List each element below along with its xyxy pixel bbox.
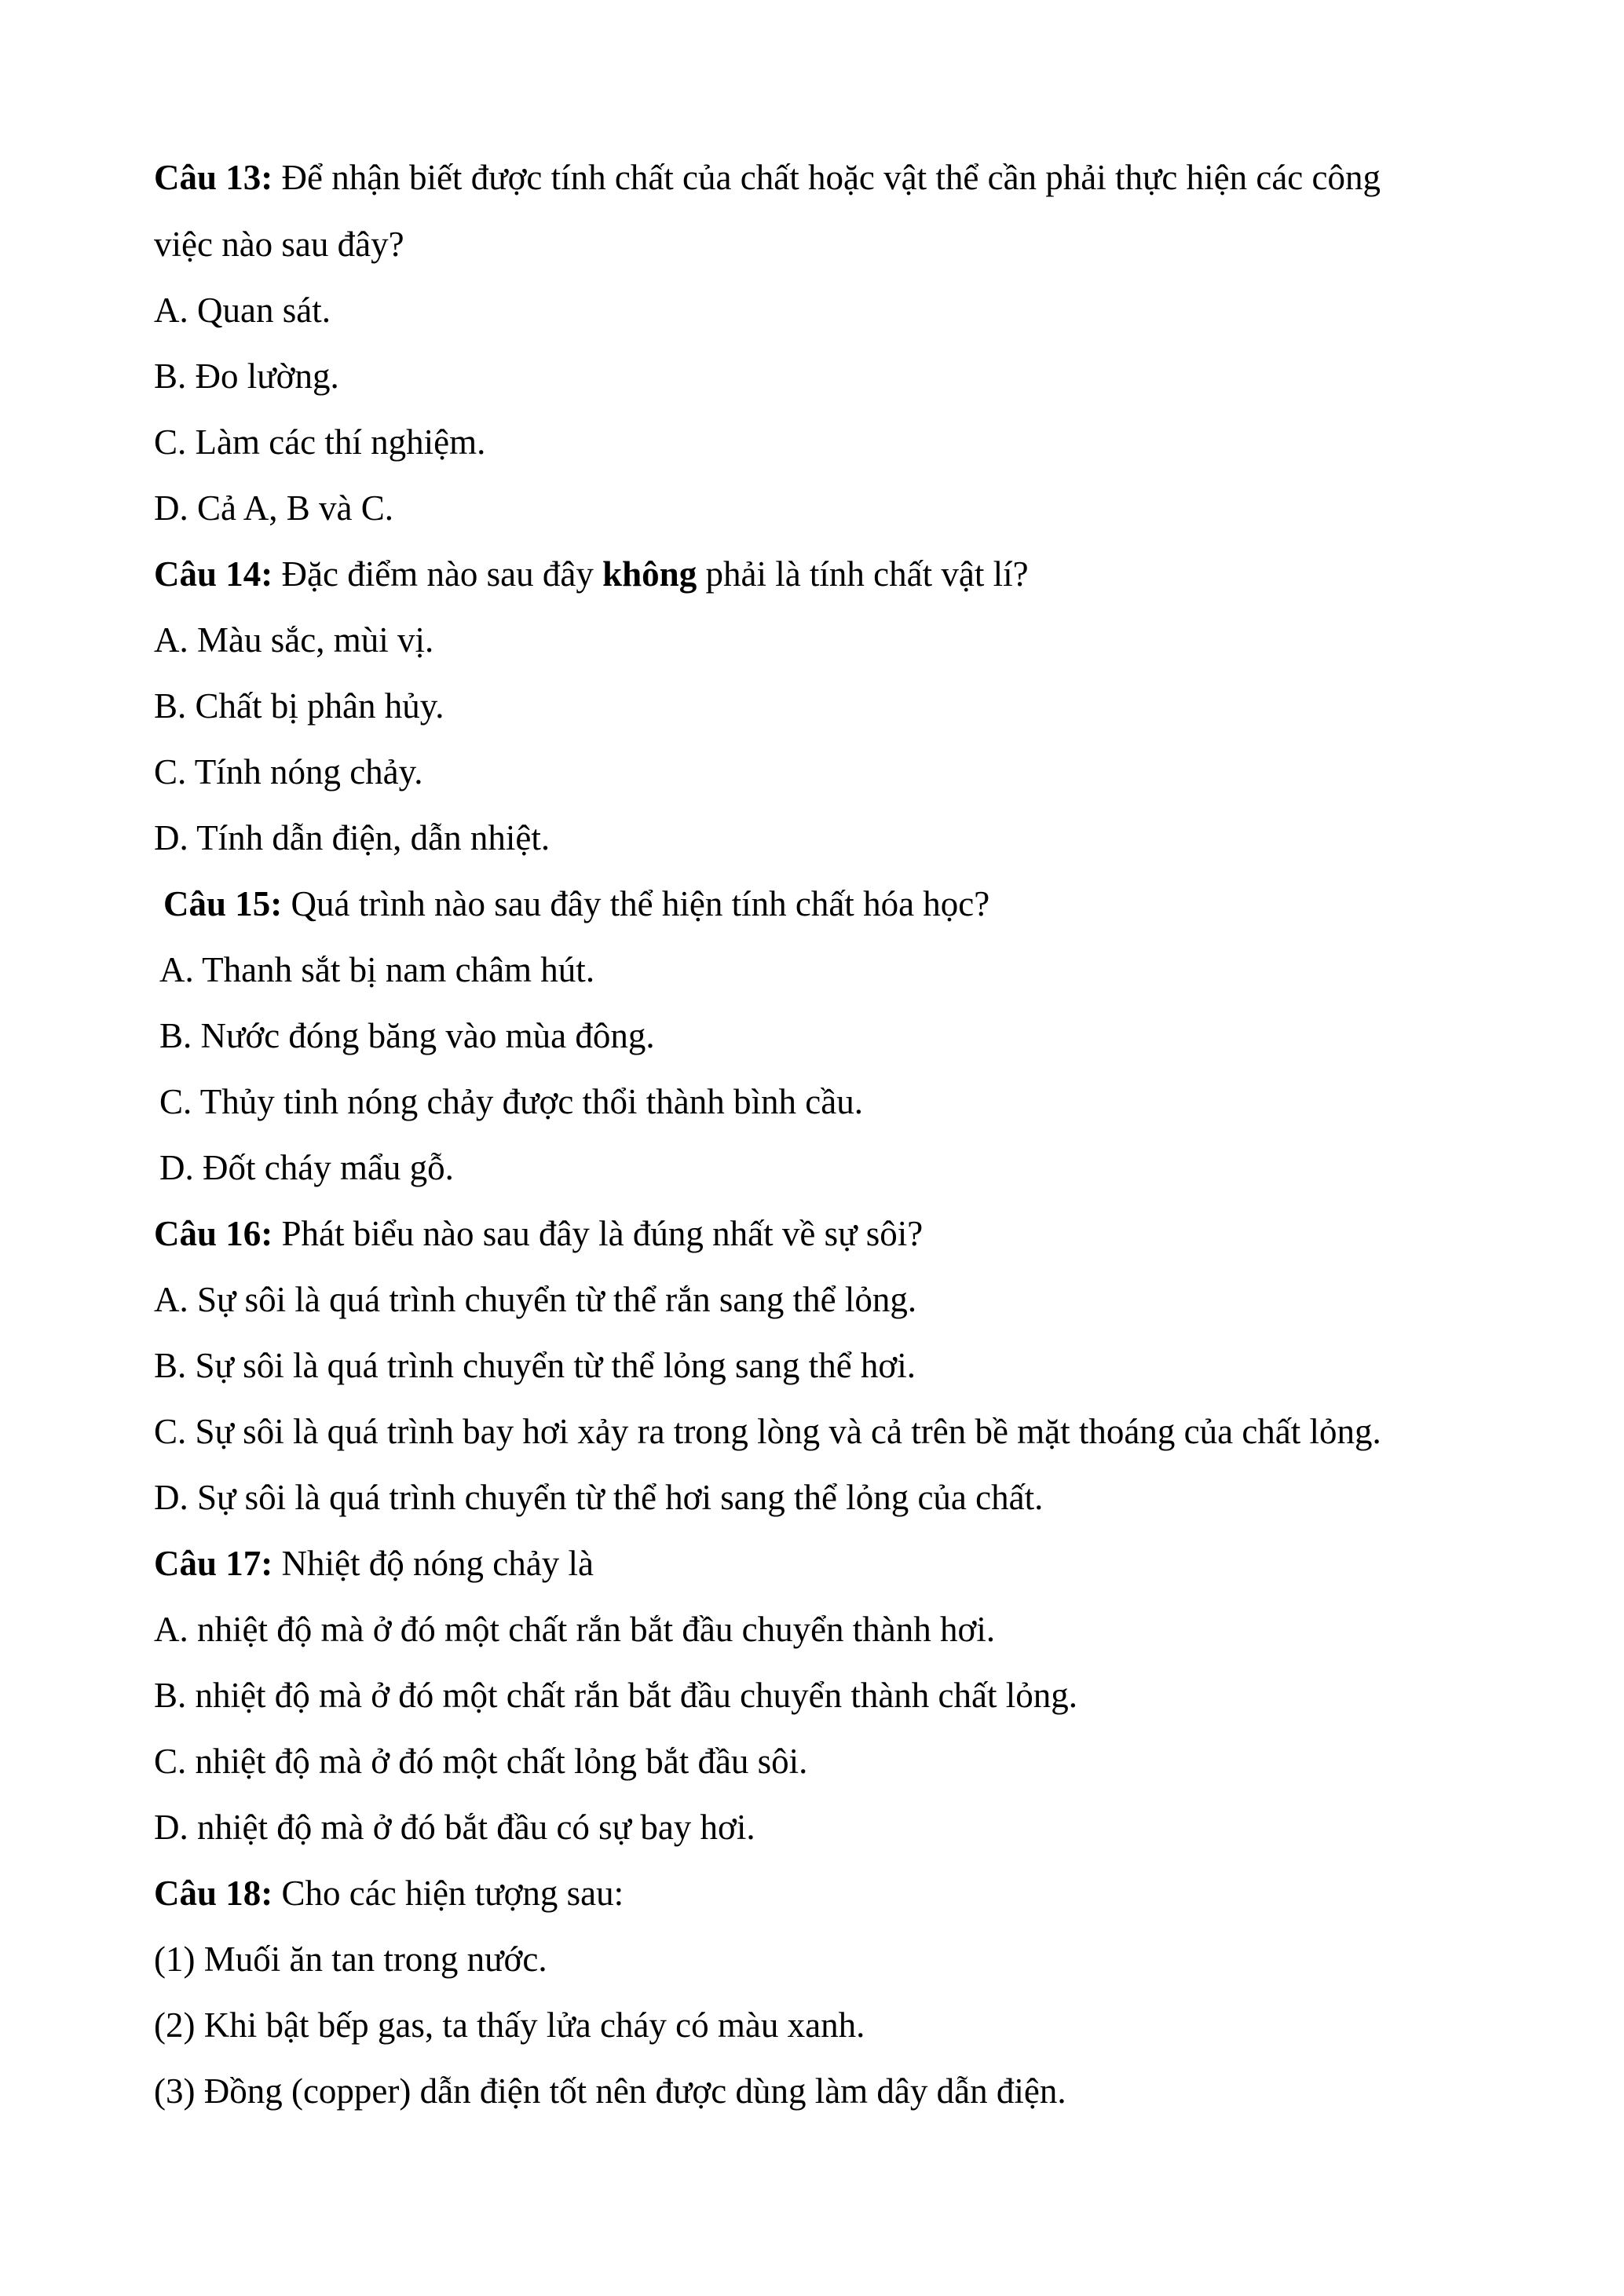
question-16-label: Câu 16: (154, 1214, 273, 1253)
question-15-option-b: B. Nước đóng băng vào mùa đông. (159, 1016, 655, 1055)
question-18-label: Câu 18: (154, 1874, 273, 1913)
question-13-option-b: B. Đo lường. (154, 356, 339, 396)
question-15-option-a: A. Thanh sắt bị nam châm hút. (159, 950, 595, 989)
question-13-text-line1: Để nhận biết được tính chất của chất hoặc vật thể cần phải thực hiện các công (272, 158, 1381, 197)
question-17-label: Câu 17: (154, 1544, 273, 1583)
question-15-option-c: C. Thủy tinh nóng chảy được thổi thành bình cầu. (159, 1082, 863, 1121)
question-16-option-a: A. Sự sôi là quá trình chuyển từ thể rắn sang thể lỏng. (154, 1280, 917, 1319)
question-16-stem (154, 1212, 923, 1256)
question-17-stem (154, 1541, 594, 1585)
question-17-option-d: D. nhiệt độ mà ở đó bắt đầu có sự bay hơi. (154, 1808, 755, 1847)
question-14-text-before: Đặc điểm nào sau đây (272, 554, 603, 594)
question-16-option-d: D. Sự sôi là quá trình chuyển từ thể hơi sang thể lỏng của chất. (154, 1478, 1044, 1517)
question-18-stem (154, 1871, 624, 1915)
question-14-text-emphasis: không (602, 554, 697, 594)
question-14-option-c: C. Tính nóng chảy. (154, 752, 423, 792)
question-14-label: Câu 14: (154, 554, 273, 594)
question-16-option-b: B. Sự sôi là quá trình chuyển từ thể lỏng sang thể hơi. (154, 1346, 916, 1385)
question-17-option-c: C. nhiệt độ mà ở đó một chất lỏng bắt đầu sôi. (154, 1742, 808, 1781)
question-15-option-d: D. Đốt cháy mẩu gỗ. (159, 1148, 454, 1187)
question-18-item-1: (1) Muối ăn tan trong nước. (154, 1940, 547, 1979)
question-13-text-line2: việc nào sau đây? (154, 225, 404, 264)
question-14-stem (154, 552, 1029, 596)
question-15-stem (163, 882, 989, 926)
question-13-option-a: A. Quan sát. (154, 291, 331, 330)
question-14-option-d: D. Tính dẫn điện, dẫn nhiệt. (154, 818, 550, 857)
question-17-option-a: A. nhiệt độ mà ở đó một chất rắn bắt đầu chuyển thành hơi. (154, 1610, 996, 1649)
question-17-option-b: B. nhiệt độ mà ở đó một chất rắn bắt đầu chuyển thành chất lỏng. (154, 1676, 1077, 1715)
question-15-text: Quá trình nào sau đây thể hiện tính chất hóa học? (282, 884, 990, 923)
question-14-text-after: phải là tính chất vật lí? (697, 554, 1029, 594)
question-13-label: Câu 13: (154, 158, 273, 197)
question-15-label: Câu 15: (163, 884, 283, 923)
question-14-option-b: B. Chất bị phân hủy. (154, 686, 444, 726)
question-16-option-c: C. Sự sôi là quá trình bay hơi xảy ra trong lòng và cả trên bề mặt thoáng của chất lỏng. (154, 1412, 1381, 1451)
question-13-option-c: C. Làm các thí nghiệm. (154, 422, 486, 462)
question-13-option-d: D. Cả A, B và C. (154, 488, 394, 528)
question-17-text: Nhiệt độ nóng chảy là (272, 1544, 594, 1583)
question-13-stem (154, 155, 1381, 199)
question-18-text: Cho các hiện tượng sau: (272, 1874, 624, 1913)
question-18-item-3: (3) Đồng (copper) dẫn điện tốt nên được dùng làm dây dẫn điện. (154, 2071, 1066, 2111)
question-14-option-a: A. Màu sắc, mùi vị. (154, 620, 434, 660)
question-16-text: Phát biểu nào sau đây là đúng nhất về sự sôi? (272, 1214, 924, 1253)
question-18-item-2: (2) Khi bật bếp gas, ta thấy lửa cháy có màu xanh. (154, 2005, 865, 2045)
